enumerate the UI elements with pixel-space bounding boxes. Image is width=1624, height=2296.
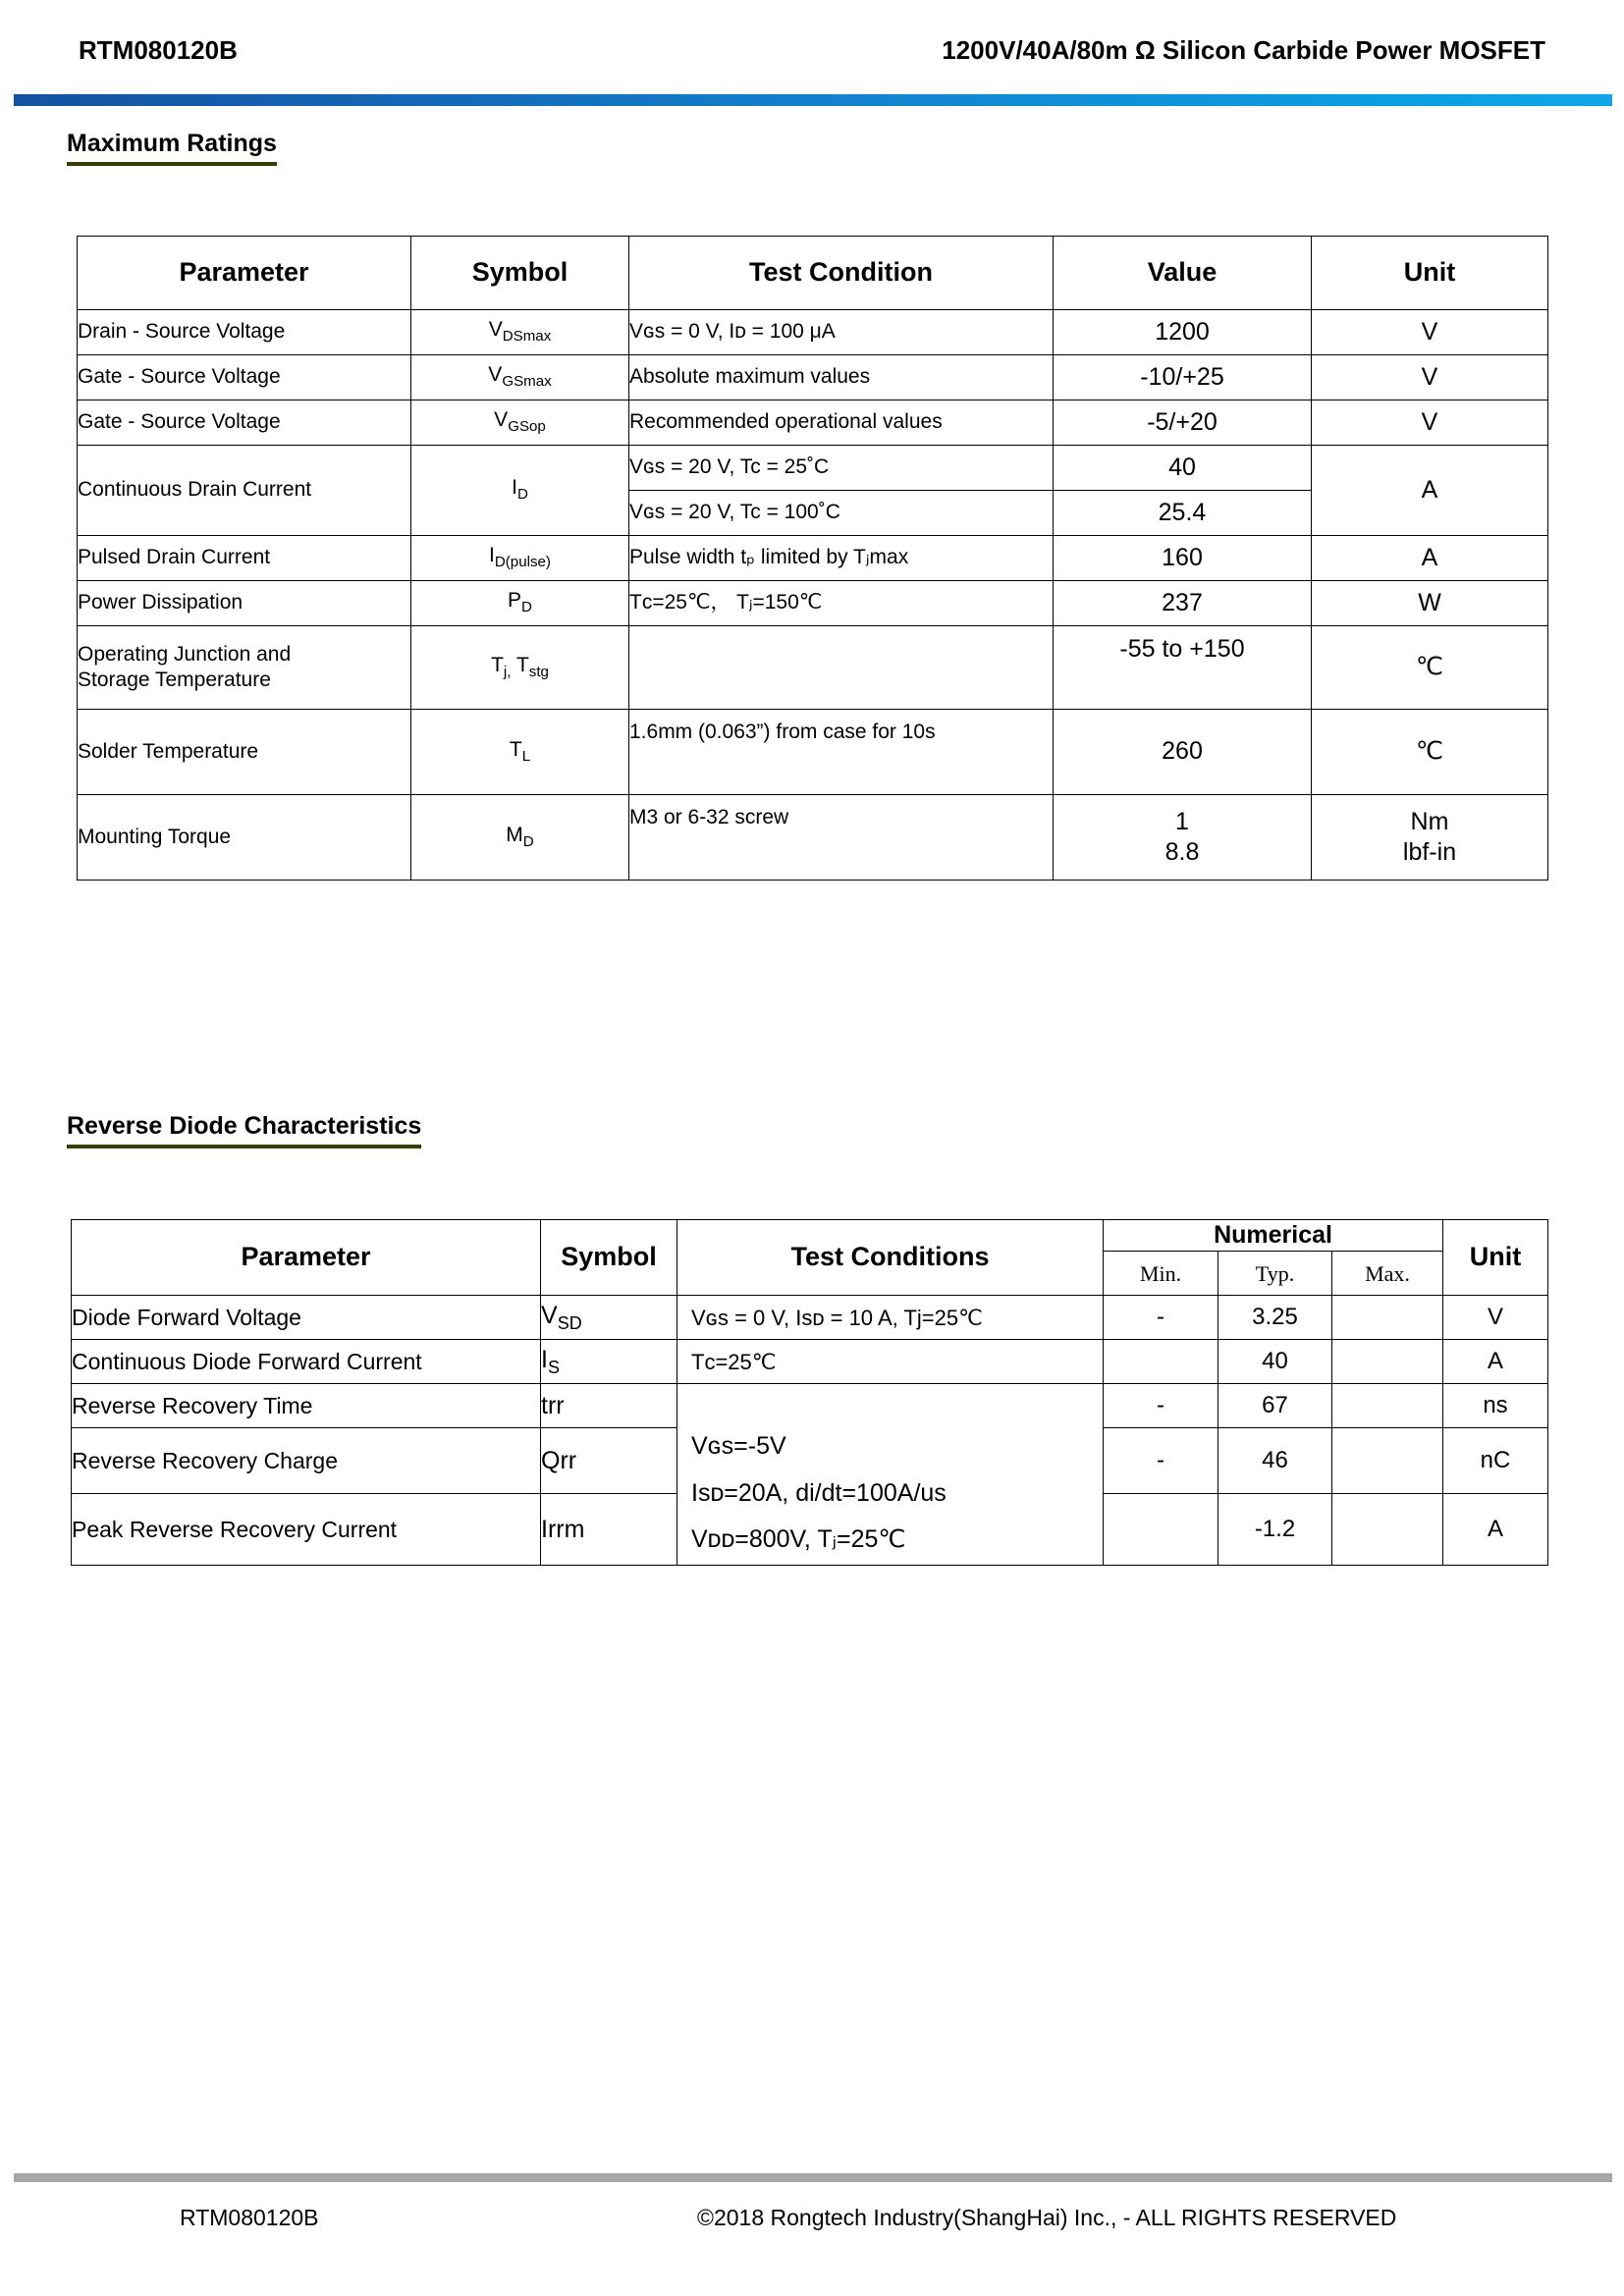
symbol-subscript: D(pulse) xyxy=(494,554,551,571)
symbol-base: T xyxy=(491,653,504,676)
cell-test-condition xyxy=(629,626,1054,710)
symbol-base: T xyxy=(509,737,522,761)
cell-max xyxy=(1332,1296,1443,1340)
symbol-base: I xyxy=(512,476,517,500)
symbol-base: V xyxy=(494,408,509,432)
table-header-row-top xyxy=(72,1220,1548,1252)
symbol-subscript: L xyxy=(521,748,531,766)
cell-value xyxy=(1054,795,1312,881)
cell-max xyxy=(1332,1494,1443,1566)
cell-value-line1: 1 xyxy=(1175,807,1189,835)
cell-unit: ℃ xyxy=(1312,626,1548,710)
column-header-symbol: Symbol xyxy=(541,1220,677,1296)
cell-parameter xyxy=(78,626,411,710)
table-row xyxy=(78,581,1548,626)
cell-parameter: Reverse Recovery Charge xyxy=(72,1428,541,1494)
column-header-numerical: Numerical xyxy=(1104,1220,1443,1252)
table-row xyxy=(78,536,1548,581)
cell-symbol: trr xyxy=(541,1384,677,1428)
cell-symbol xyxy=(411,310,629,355)
cell-parameter: Gate - Source Voltage xyxy=(78,400,411,446)
cell-symbol xyxy=(411,795,629,881)
cell-unit: A xyxy=(1443,1340,1548,1384)
cell-max xyxy=(1332,1384,1443,1428)
cell-test-condition: Vɢs = 0 V, Iᴅ = 100 μA xyxy=(629,310,1054,355)
cell-min: - xyxy=(1104,1296,1218,1340)
symbol-subscript-2: stg xyxy=(528,664,549,681)
cell-parameter: Mounting Torque xyxy=(78,795,411,881)
cell-symbol: Irrm xyxy=(541,1494,677,1566)
table-row xyxy=(78,626,1548,710)
symbol-subscript: S xyxy=(547,1358,560,1377)
cell-parameter: Drain - Source Voltage xyxy=(78,310,411,355)
cell-symbol xyxy=(411,536,629,581)
footer-part-number: RTM080120B xyxy=(180,2205,319,2230)
cell-test-condition: Vɢs = 20 V, Tc = 25˚C xyxy=(629,446,1054,491)
cell-symbol xyxy=(411,710,629,795)
column-header-parameter: Parameter xyxy=(72,1220,541,1296)
table-row xyxy=(78,446,1548,491)
cell-unit: A xyxy=(1312,536,1548,581)
table-row xyxy=(72,1384,1548,1428)
column-header-unit: Unit xyxy=(1312,237,1548,310)
cell-value: 237 xyxy=(1054,581,1312,626)
header-gradient-rule xyxy=(14,94,1612,106)
cell-test-condition: Recommended operational values xyxy=(629,400,1054,446)
symbol-subscript: j, xyxy=(503,664,512,681)
column-header-unit: Unit xyxy=(1443,1220,1548,1296)
cell-parameter: Peak Reverse Recovery Current xyxy=(72,1494,541,1566)
symbol-base: V xyxy=(488,318,503,342)
cell-test-condition: Absolute maximum values xyxy=(629,355,1054,400)
cell-unit: W xyxy=(1312,581,1548,626)
cell-unit-line2: lbf-in xyxy=(1402,838,1457,866)
cell-value: 40 xyxy=(1054,446,1312,491)
cell-test-condition: Vɢs = 20 V, Tc = 100˚C xyxy=(629,491,1054,536)
shared-condition-line3: Vᴅᴅ=800V, Tⱼ=25℃ xyxy=(691,1525,906,1554)
cell-value: -10/+25 xyxy=(1054,355,1312,400)
cell-test-condition-shared xyxy=(677,1384,1104,1566)
table-row xyxy=(72,1296,1548,1340)
cell-value: -5/+20 xyxy=(1054,400,1312,446)
header-part-number: RTM080120B xyxy=(79,35,238,65)
cell-value: 25.4 xyxy=(1054,491,1312,536)
footer-rule xyxy=(14,2173,1612,2182)
table-header-row xyxy=(78,237,1548,310)
cell-symbol xyxy=(411,446,629,536)
maximum-ratings-table xyxy=(77,236,1548,881)
cell-parameter: Solder Temperature xyxy=(78,710,411,795)
column-header-symbol: Symbol xyxy=(411,237,629,310)
cell-test-condition: M3 or 6-32 screw xyxy=(629,795,1054,881)
column-header-parameter: Parameter xyxy=(78,237,411,310)
symbol-base: I xyxy=(489,544,495,567)
cell-min: - xyxy=(1104,1428,1218,1494)
cell-symbol xyxy=(541,1340,677,1384)
cell-unit: V xyxy=(1443,1296,1548,1340)
cell-unit xyxy=(1312,795,1548,881)
table-row xyxy=(72,1340,1548,1384)
cell-typ: -1.2 xyxy=(1218,1494,1332,1566)
cell-symbol: Qrr xyxy=(541,1428,677,1494)
cell-min xyxy=(1104,1340,1218,1384)
cell-unit: V xyxy=(1312,400,1548,446)
footer-copyright: ©2018 Rongtech Industry(ShangHai) Inc., - ALL RIGHTS RESERVED xyxy=(697,2205,1397,2230)
symbol-subscript: GSop xyxy=(508,418,546,436)
table-row xyxy=(78,310,1548,355)
symbol-subscript: D xyxy=(521,599,532,616)
symbol-subscript: GSmax xyxy=(502,373,552,391)
cell-parameter-line2: Storage Temperature xyxy=(78,668,271,691)
cell-symbol xyxy=(411,581,629,626)
symbol-base: V xyxy=(541,1302,558,1329)
cell-value: -55 to +150 xyxy=(1054,626,1312,710)
cell-parameter: Pulsed Drain Current xyxy=(78,536,411,581)
cell-unit: nC xyxy=(1443,1428,1548,1494)
cell-parameter: Gate - Source Voltage xyxy=(78,355,411,400)
symbol-subscript: DSmax xyxy=(502,328,552,346)
column-header-test-conditions: Test Conditions xyxy=(677,1220,1104,1296)
cell-test-condition: Tᴄ=25℃ xyxy=(677,1340,1104,1384)
cell-test-condition: 1.6mm (0.063”) from case for 10s xyxy=(629,710,1054,795)
cell-typ: 46 xyxy=(1218,1428,1332,1494)
cell-symbol xyxy=(411,355,629,400)
cell-parameter-line1: Operating Junction and xyxy=(78,642,292,666)
header-product-description: 1200V/40A/80m Ω Silicon Carbide Power MOSFET xyxy=(942,35,1545,65)
cell-typ: 67 xyxy=(1218,1384,1332,1428)
cell-min: - xyxy=(1104,1384,1218,1428)
header-title-row xyxy=(79,35,1545,66)
column-header-min: Min. xyxy=(1104,1252,1218,1296)
cell-test-condition: Tᴄ=25℃， Tⱼ=150℃ xyxy=(629,581,1054,626)
symbol-base-2: T xyxy=(515,653,529,676)
shared-condition-line2: Isᴅ=20A, di/dt=100A/us xyxy=(691,1478,947,1507)
cell-parameter: Continuous Drain Current xyxy=(78,446,411,536)
cell-value-line2: 8.8 xyxy=(1164,838,1200,866)
cell-symbol xyxy=(411,626,629,710)
cell-test-condition: Vɢs = 0 V, Isᴅ = 10 A, Tj=25℃ xyxy=(677,1296,1104,1340)
table-row xyxy=(78,795,1548,881)
cell-parameter: Continuous Diode Forward Current xyxy=(72,1340,541,1384)
cell-unit: V xyxy=(1312,310,1548,355)
symbol-base: V xyxy=(488,363,503,387)
cell-unit: ℃ xyxy=(1312,710,1548,795)
cell-typ: 3.25 xyxy=(1218,1296,1332,1340)
column-header-test-condition: Test Condition xyxy=(629,237,1054,310)
cell-value: 160 xyxy=(1054,536,1312,581)
section-heading-reverse-diode-characteristics: Reverse Diode Characteristics xyxy=(67,1112,421,1148)
table-row xyxy=(78,710,1548,795)
symbol-base: I xyxy=(541,1346,548,1373)
cell-parameter: Diode Forward Voltage xyxy=(72,1296,541,1340)
cell-value: 260 xyxy=(1054,710,1312,795)
column-header-typ: Typ. xyxy=(1218,1252,1332,1296)
cell-typ: 40 xyxy=(1218,1340,1332,1384)
table-row xyxy=(78,355,1548,400)
column-header-value: Value xyxy=(1054,237,1312,310)
cell-test-condition: Pulse width tₚ limited by Tⱼmax xyxy=(629,536,1054,581)
cell-max xyxy=(1332,1428,1443,1494)
cell-unit: A xyxy=(1312,446,1548,536)
symbol-subscript: SD xyxy=(557,1313,582,1333)
cell-unit: ns xyxy=(1443,1384,1548,1428)
symbol-subscript: D xyxy=(516,486,528,504)
cell-value: 1200 xyxy=(1054,310,1312,355)
symbol-subscript: D xyxy=(522,833,534,851)
cell-unit: A xyxy=(1443,1494,1548,1566)
symbol-base: M xyxy=(506,823,523,846)
reverse-diode-characteristics-table xyxy=(71,1219,1548,1566)
cell-parameter: Reverse Recovery Time xyxy=(72,1384,541,1428)
page-header xyxy=(0,0,1624,113)
cell-symbol xyxy=(411,400,629,446)
column-header-max: Max. xyxy=(1332,1252,1443,1296)
cell-symbol xyxy=(541,1296,677,1340)
shared-condition-line1: Vɢs=-5V xyxy=(691,1432,786,1461)
section-heading-maximum-ratings: Maximum Ratings xyxy=(67,130,277,166)
table-row xyxy=(78,400,1548,446)
cell-parameter: Power Dissipation xyxy=(78,581,411,626)
cell-min xyxy=(1104,1494,1218,1566)
cell-unit-line1: Nm xyxy=(1410,807,1449,835)
cell-max xyxy=(1332,1340,1443,1384)
symbol-base: P xyxy=(508,589,522,613)
cell-unit: V xyxy=(1312,355,1548,400)
